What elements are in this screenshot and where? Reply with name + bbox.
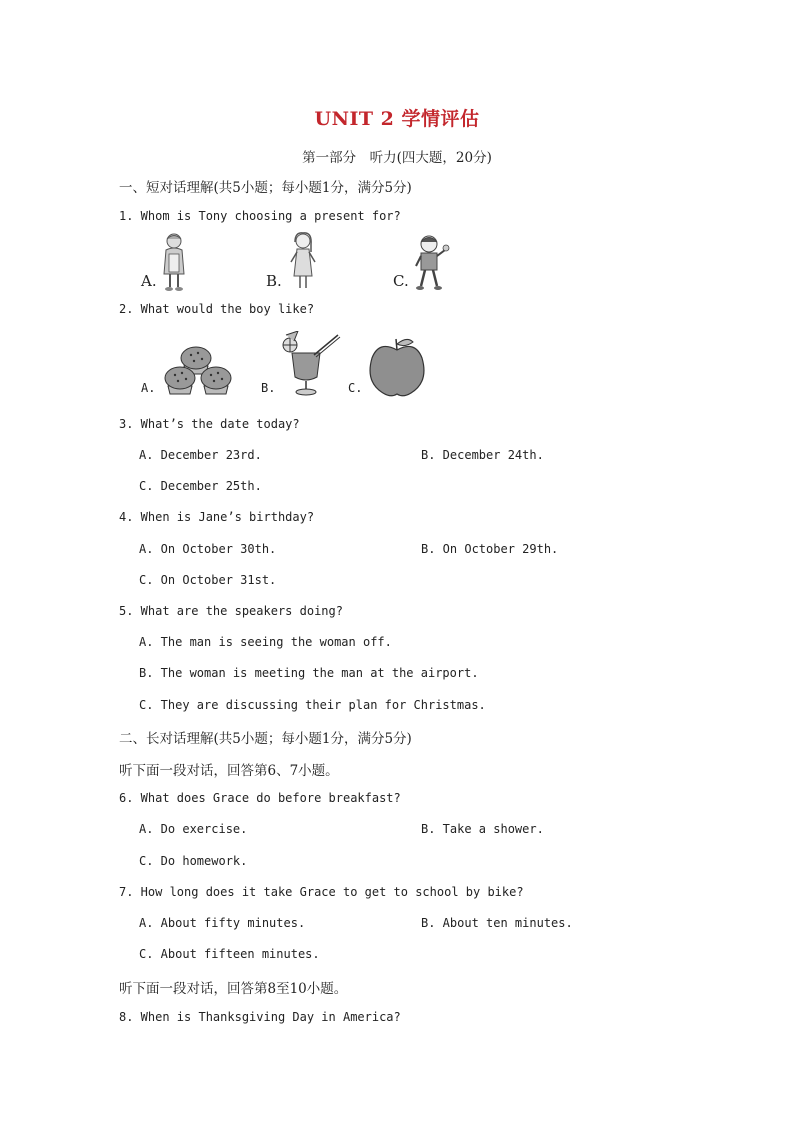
q3-option-b: B. December 24th.	[421, 448, 544, 462]
instruction-q6-q7: 听下面一段对话，回答第6、7小题。	[119, 763, 339, 779]
q4-option-b: B. On October 29th.	[421, 542, 559, 556]
muffins-illustration	[164, 344, 238, 398]
q6-option-a: A. Do exercise.	[139, 822, 248, 836]
question-2: 2. What would the boy like?	[119, 302, 315, 316]
boy-illustration	[411, 234, 451, 292]
q1-option-c-label: C.	[393, 272, 409, 290]
q6-option-c: C. Do homework.	[139, 854, 248, 868]
part-subtitle: 第一部分 听力(四大题，20分)	[302, 150, 492, 166]
q4-option-c: C. On October 31st.	[139, 573, 277, 587]
q2-option-a-label: A.	[141, 381, 156, 395]
q3-option-a: A. December 23rd.	[139, 448, 262, 462]
q5-option-a: A. The man is seeing the woman off.	[139, 635, 392, 649]
question-7: 7. How long does it take Grace to get to school by bike?	[119, 885, 524, 899]
question-1: 1. Whom is Tony choosing a present for?	[119, 209, 401, 223]
section-heading-2: 二、长对话理解(共5小题；每小题1分，满分5分)	[119, 731, 412, 747]
q7-option-b: B. About ten minutes.	[421, 916, 573, 930]
question-4: 4. When is Jane’s birthday?	[119, 510, 315, 524]
q4-option-a: A. On October 30th.	[139, 542, 277, 556]
juice-glass-illustration	[280, 331, 342, 397]
section-heading-1: 一、短对话理解(共5小题；每小题1分，满分5分)	[119, 180, 412, 196]
q5-option-b: B. The woman is meeting the man at the airport.	[139, 666, 479, 680]
q6-option-b: B. Take a shower.	[421, 822, 544, 836]
q2-option-b-label: B.	[261, 381, 276, 395]
page-title: UNIT 2 学情评估	[314, 108, 480, 130]
question-5: 5. What are the speakers doing?	[119, 604, 343, 618]
instruction-q8-q10: 听下面一段对话，回答第8至10小题。	[119, 981, 348, 997]
q1-option-b-label: B.	[266, 272, 282, 290]
q7-option-c: C. About fifteen minutes.	[139, 947, 320, 961]
question-8: 8. When is Thanksgiving Day in America?	[119, 1010, 401, 1024]
q2-option-c-label: C.	[348, 381, 363, 395]
q3-option-c: C. December 25th.	[139, 479, 262, 493]
q1-option-a-label: A.	[141, 272, 157, 290]
question-6: 6. What does Grace do before breakfast?	[119, 791, 401, 805]
question-3: 3. What’s the date today?	[119, 417, 300, 431]
apple-illustration	[367, 336, 427, 398]
q5-option-c: C. They are discussing their plan for Christmas.	[139, 698, 486, 712]
girl-illustration	[288, 232, 318, 292]
old-woman-illustration	[158, 232, 190, 292]
q7-option-a: A. About fifty minutes.	[139, 916, 306, 930]
